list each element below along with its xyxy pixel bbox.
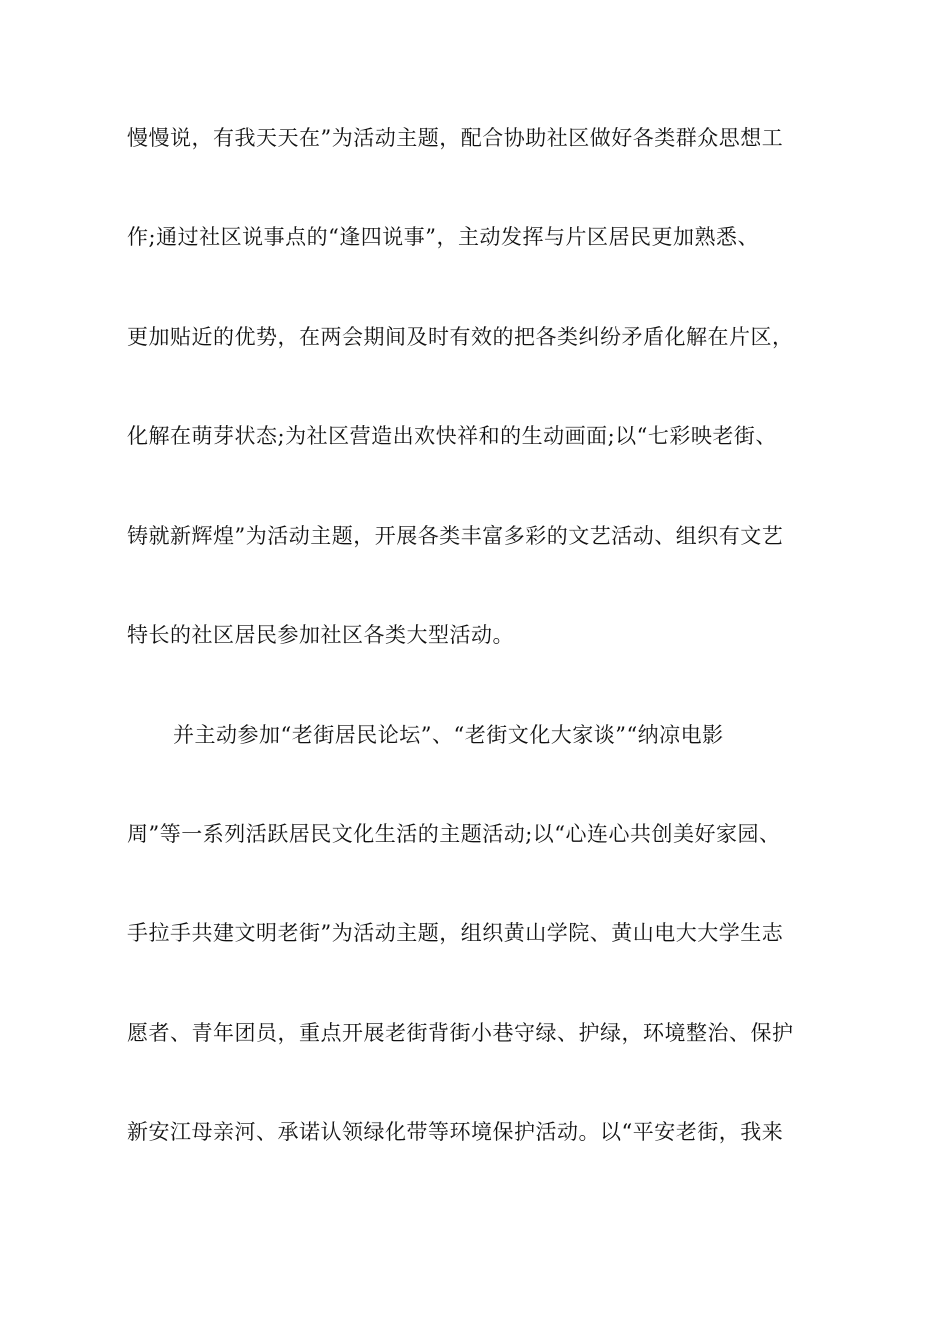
paragraph-line: 慢慢说，有我天天在”为活动主题，配合协助社区做好各类群众思想工 xyxy=(127,126,784,150)
paragraph-line: 愿者、青年团员，重点开展老街背街小巷守绿、护绿，环境整治、保护 xyxy=(127,1021,794,1045)
paragraph-line: 化解在萌芽状态;为社区营造出欢快祥和的生动画面;以“七彩映老街、 xyxy=(127,424,777,448)
paragraph-line: 手拉手共建文明老街”为活动主题，组织黄山学院、黄山电大大学生志 xyxy=(127,921,784,945)
paragraph-line: 并主动参加“老街居民论坛”、“老街文化大家谈”“纳凉电影 xyxy=(173,723,724,747)
paragraph-line: 新安江母亲河、承诺认领绿化带等环境保护活动。以“平安老街，我来 xyxy=(127,1120,784,1144)
paragraph-line: 特长的社区居民参加社区各类大型活动。 xyxy=(127,623,514,647)
paragraph-line: 周”等一系列活跃居民文化生活的主题活动;以“心连心共创美好家园、 xyxy=(127,822,781,846)
paragraph-line: 更加贴近的优势，在两会期间及时有效的把各类纠纷矛盾化解在片区， xyxy=(127,325,794,349)
paragraph-line: 铸就新辉煌”为活动主题，开展各类丰富多彩的文艺活动、组织有文艺 xyxy=(127,524,784,548)
paragraph-line: 作;通过社区说事点的“逢四说事”，主动发挥与片区居民更加熟悉、 xyxy=(127,225,760,249)
